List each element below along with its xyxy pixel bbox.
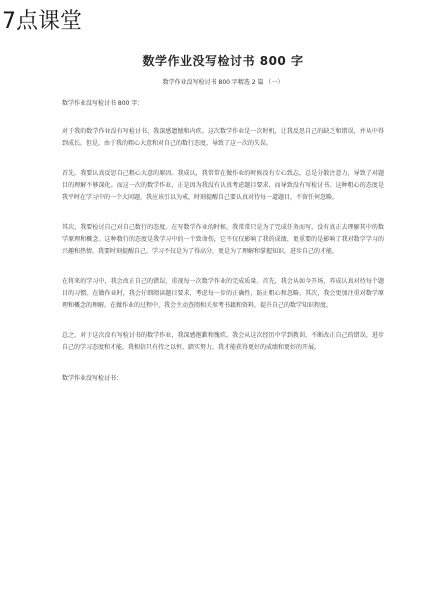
paragraph-5: 总之，对于这次没有写检讨书的数学作业，我深感抱歉和愧疚。我会从这次经历中学到教训，不断改正自己的错误，进步自己的学习态度和才能。我相信只有持之以恒，踏实努力，我才能获得更好的成绩和更好的开展。 (62, 332, 384, 351)
document-page (0, 40, 424, 600)
document-tail-heading: 数学作业没写检讨书： (62, 375, 123, 382)
paragraph-2: 首先，我要认真反思自己粗心大意的原因。我成认，我常常在做作业的时候没有专心致志，总是分散注意力，导致了对题目的理解不够深化。而这一次的数学作业，正是因为我没有认真考虑题目要求，而导致没有写检讨书。这种粗心的态度是我平时在学习中的一个大问题，我应该引以为戒，时刻提醒自己要认真对待每一道题目，不留任何忽略。 (62, 170, 384, 201)
paragraph-1: 对于我的数学作业没有写检讨书，我深感遗憾和内疚。这次数学作业是一次时机，让我反思自己的缺乏和错误，并从中得到成长。但是，由于我的粗心大意和对自己的数行态度，导致了这一次的失误。 (62, 128, 384, 147)
site-watermark: 7点课堂 (2, 9, 82, 34)
paragraph-3: 其次，我要检讨自己对自己数行的态度。在写数学作业的时候，我常常只是为了完成任务而写，没有真正去理解其中的数学原理和概念。这种数行的态度是我学习中的一个致命伤，它不仅仅影响了我的成绩，更重要的是影响了我对数学学习的兴趣和热情。我要时刻提醒自己，学习不仅是为了得高分，更是为了理解和掌握知识，进步自己的才能。 (62, 224, 384, 255)
document-subtitle: 数学作业没写检讨书 800 字精选 2 篇 （一） (162, 79, 284, 86)
paragraph-4: 在将来的学习中，我会改正自己的错误，重视每一次数学作业的完成质量。首先，我会从如今开场，养成认真对待每个题目的习惯。在做作业时，我会仔细阅读题目要求，考虑每一步的正确性，防止粗心和忽略。其次，我会更加注重对数学原理和概念的理解。在做作业的过程中，我会主动查阅相关参考书籍和资料，提升自己的数学知识程度。 (62, 278, 384, 309)
document-lead: 数学作业没写检讨书 800 字： (62, 100, 144, 107)
document-title: 数学作业没写检讨书 800 字 (142, 54, 304, 68)
